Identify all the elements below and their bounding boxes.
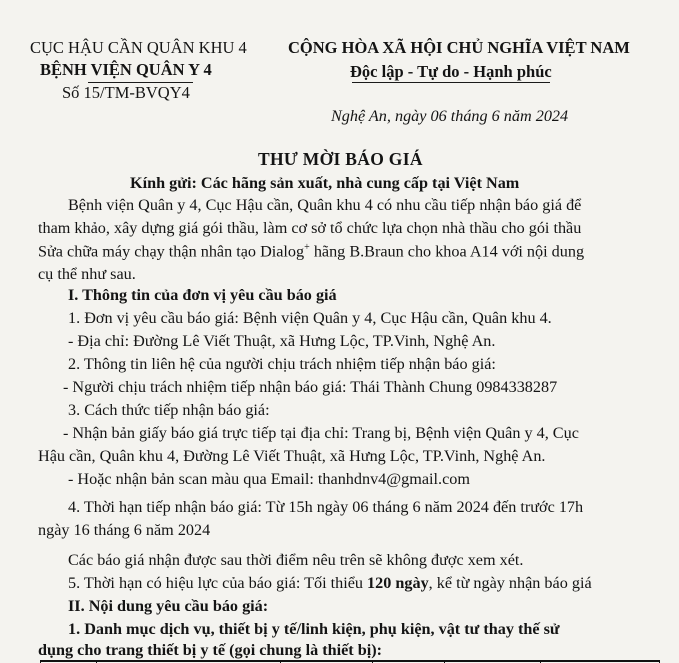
section-1-email: - Hoặc nhận bản scan màu qua Email: thanhdnv4@gmail.com [68,470,470,488]
section-1-item-4-line-1: 4. Thời hạn tiếp nhận báo giá: Từ 15h ngày 06 tháng 6 năm 2024 đến trước 17h [68,498,584,516]
section-1-item-3: 3. Cách thức tiếp nhận báo giá: [68,401,270,419]
intro-line-4: cụ thể như sau. [38,265,136,283]
section-1-contact: - Người chịu trách nhiệm tiếp nhận báo giá: Thái Thành Chung 0984338287 [63,378,558,396]
document-title: THƯ MỜI BÁO GIÁ [258,149,423,169]
national-title: CỘNG HÒA XÃ HỘI CHỦ NGHĨA VIỆT NAM [288,38,630,57]
left-header-underline [88,82,193,83]
section-1-paper-line-1: - Nhận bản giấy báo giá trực tiếp tại địa chỉ: Trang bị, Bệnh viện Quân y 4, Cục [63,424,579,442]
motto-underline [352,82,550,83]
section-2-item-1-line-2: dụng cho trang thiết bị y tế (gọi chung là thiết bị): [38,641,383,659]
section-1-item-2: 2. Thông tin liên hệ của người chịu trách nhiệm tiếp nhận báo giá: [68,355,496,373]
section-1-paper-line-2: Hậu cần, Quân khu 4, Đường Lê Viết Thuật, xã Hưng Lộc, TP.Vinh, Nghệ An. [38,447,546,465]
section-1-note: Các báo giá nhận được sau thời điểm nêu trên sẽ không được xem xét. [68,551,524,569]
section-1-item-1: 1. Đơn vị yêu cầu báo giá: Bệnh viện Quân y 4, Cục Hậu cần, Quân khu 4. [68,309,552,327]
agency-name: CỤC HẬU CẦN QUÂN KHU 4 [30,38,247,57]
section-1-item-5: 5. Thời hạn có hiệu lực của báo giá: Tối thiểu 120 ngày, kể từ ngày nhận báo giá [68,574,592,592]
table-top-border [40,660,660,662]
section-1-heading: I. Thông tin của đơn vị yêu cầu báo giá [68,286,337,304]
intro-line-2: tham khảo, xây dựng giá gói thầu, làm cơ sở tổ chức lựa chọn nhà thầu cho gói thầu [38,219,582,237]
document-number: Số 15/TM-BVQY4 [62,83,190,102]
section-1-address: - Địa chỉ: Đường Lê Viết Thuật, xã Hưng Lộc, TP.Vinh, Nghệ An. [68,332,496,350]
place-date: Nghệ An, ngày 06 tháng 6 năm 2024 [331,107,569,125]
section-2-item-1-line-1: 1. Danh mục dịch vụ, thiết bị y tế/linh kiện, phụ kiện, vật tư thay thế sử [68,620,560,638]
hospital-name: BỆNH VIỆN QUÂN Y 4 [40,60,212,79]
intro-line-1: Bệnh viện Quân y 4, Cục Hậu cần, Quân khu 4 có nhu cầu tiếp nhận báo giá để [68,196,582,214]
recipient-line: Kính gửi: Các hãng sản xuất, nhà cung cấp tại Việt Nam [130,174,520,192]
intro-line-3: Sửa chữa máy chạy thận nhân tạo Dialog+ hãng B.Braun cho khoa A14 với nội dung [38,242,585,261]
section-2-heading: II. Nội dung yêu cầu báo giá: [68,597,269,615]
section-1-item-4-line-2: ngày 16 tháng 6 năm 2024 [38,521,211,539]
national-motto: Độc lập - Tự do - Hạnh phúc [350,62,552,81]
